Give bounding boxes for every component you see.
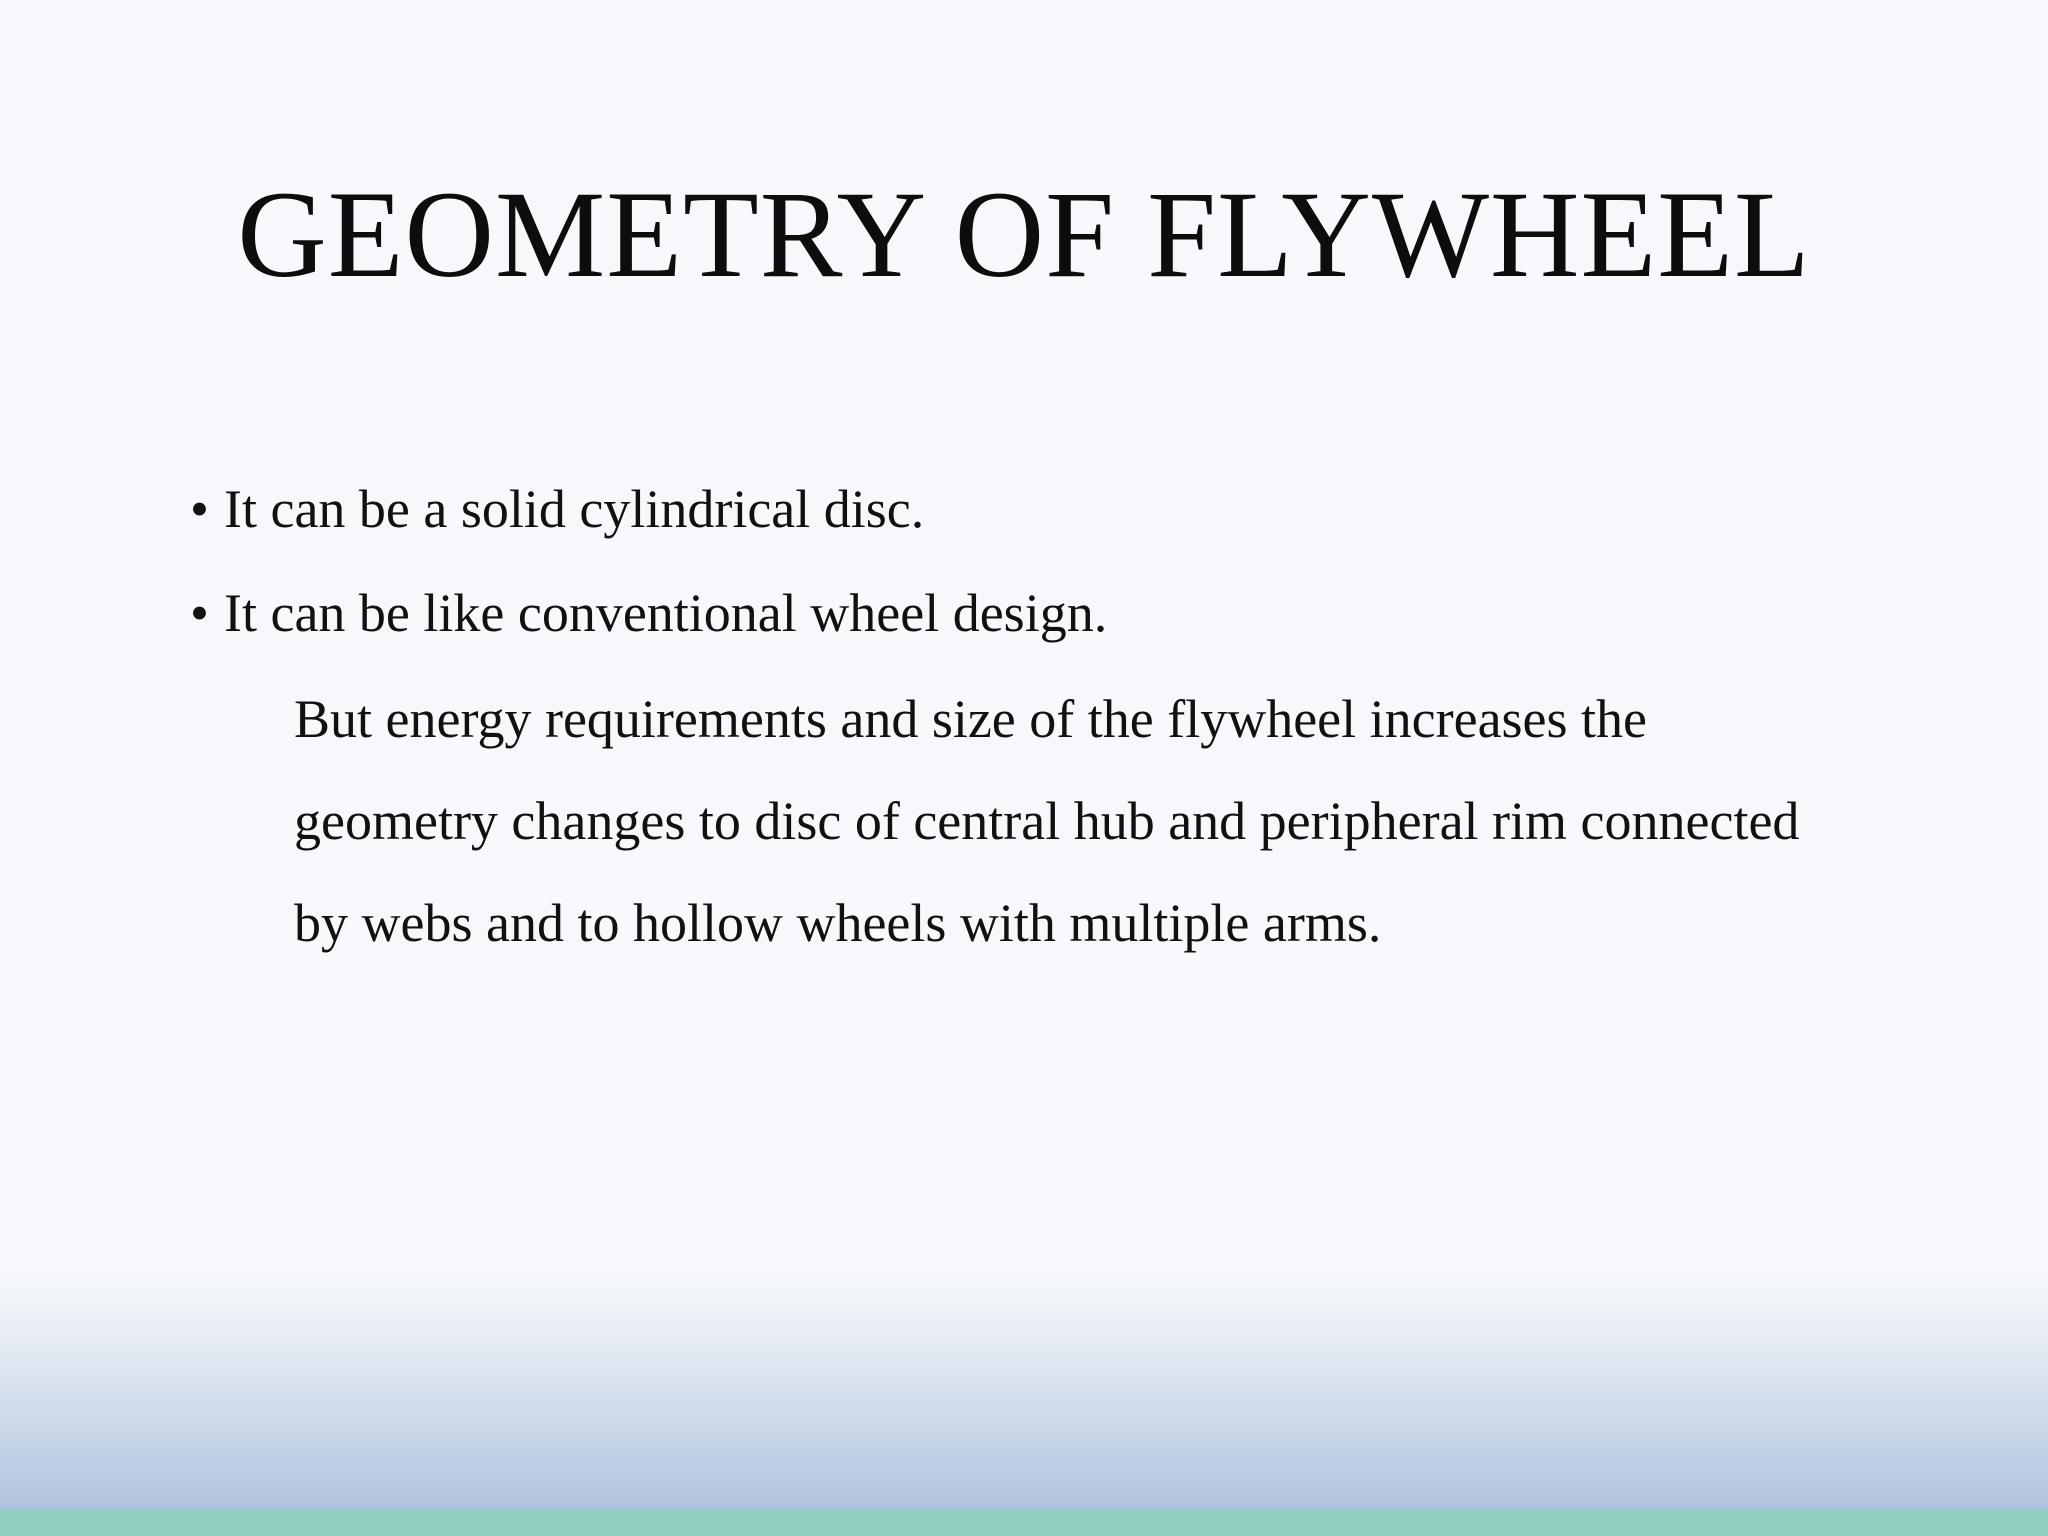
continuation-line: by webs and to hollow wheels with multiple arms. [294, 893, 1382, 953]
bullet-marker: • [190, 479, 209, 539]
continuation-line: But energy requirements and size of the flywheel increases the [294, 689, 1648, 749]
bullet-list [190, 474, 1990, 682]
bullet-marker: • [190, 583, 209, 643]
bullet-text: It can be a solid cylindrical disc. [224, 479, 925, 539]
bullet-item [190, 578, 1990, 648]
bullet-text: It can be like conventional wheel design. [224, 583, 1108, 643]
continuation-paragraph [294, 668, 2034, 974]
bottom-color-band [0, 1510, 2048, 1536]
slide-title: GEOMETRY OF FLYWHEEL [237, 166, 1811, 303]
bullet-item [190, 474, 1990, 544]
continuation-line: geometry changes to disc of central hub and peripheral rim connected [294, 791, 1800, 851]
